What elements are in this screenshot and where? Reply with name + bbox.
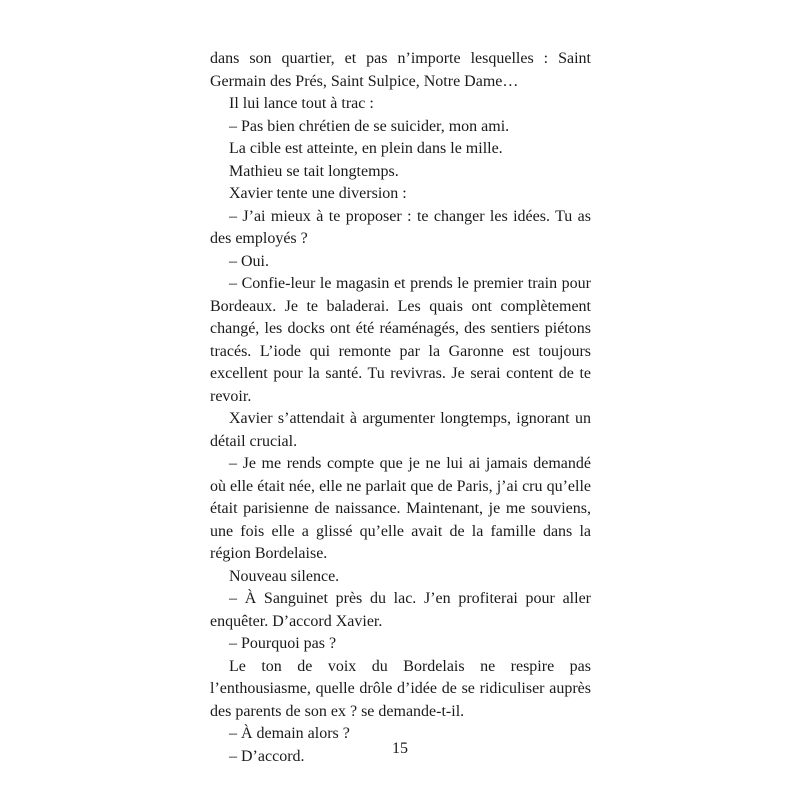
paragraph: Xavier tente une diversion : xyxy=(229,185,407,202)
paragraph: – À demain alors ? xyxy=(229,725,350,742)
paragraph: – À Sanguinet près du lac. J’en profiterai pour aller enquêter. D’accord Xavier. xyxy=(210,590,591,630)
paragraph: – Oui. xyxy=(229,252,269,270)
paragraph: Nouveau silence. xyxy=(229,567,340,585)
paragraph: Il lui lance tout à trac : xyxy=(229,95,374,112)
paragraph: Mathieu se tait longtemps. xyxy=(229,162,399,180)
paragraph: – Pas bien chrétien de se suicider, mon ami. xyxy=(229,117,510,135)
paragraph: – D’accord. xyxy=(229,747,305,765)
paragraph: dans son quartier, et pas n’importe lesquelles : Saint Germain des Prés, Saint Sulpice, Notre Dame… xyxy=(210,50,591,90)
page-number: 15 xyxy=(392,740,408,757)
paragraph: – Je me rends compte que je ne lui ai jamais demandé où elle était née, elle ne parlait que de Paris, j’ai cru qu’elle était parisienne de naissance. Maintenant, je me souviens, une fois elle a glissé qu’elle avait de la famille dans la région Bordelaise. xyxy=(210,455,591,562)
paragraph: – Pourquoi pas ? xyxy=(229,635,337,652)
paragraph: Xavier s’attendait à argumenter longtemps, ignorant un détail crucial. xyxy=(210,410,591,450)
paragraph: La cible est atteinte, en plein dans le mille. xyxy=(229,140,503,157)
paragraph: – Confie-leur le magasin et prends le premier train pour Bordeaux. Je te baladerai. Les quais ont complètement changé, les docks ont été réaménagés, des sentiers piétons tracés. L’iode qui remonte par la Garonne est toujours excellent pour la santé. Tu revivras. Je serai content de te revoir. xyxy=(210,275,591,405)
paragraph: – J’ai mieux à te proposer : te changer les idées. Tu as des employés ? xyxy=(210,207,591,247)
paragraph: Le ton de voix du Bordelais ne respire pas l’enthousiasme, quelle drôle d’idée de se ridiculiser auprès des parents de son ex ? se demande-t-il. xyxy=(210,657,591,720)
page-body xyxy=(210,48,591,768)
